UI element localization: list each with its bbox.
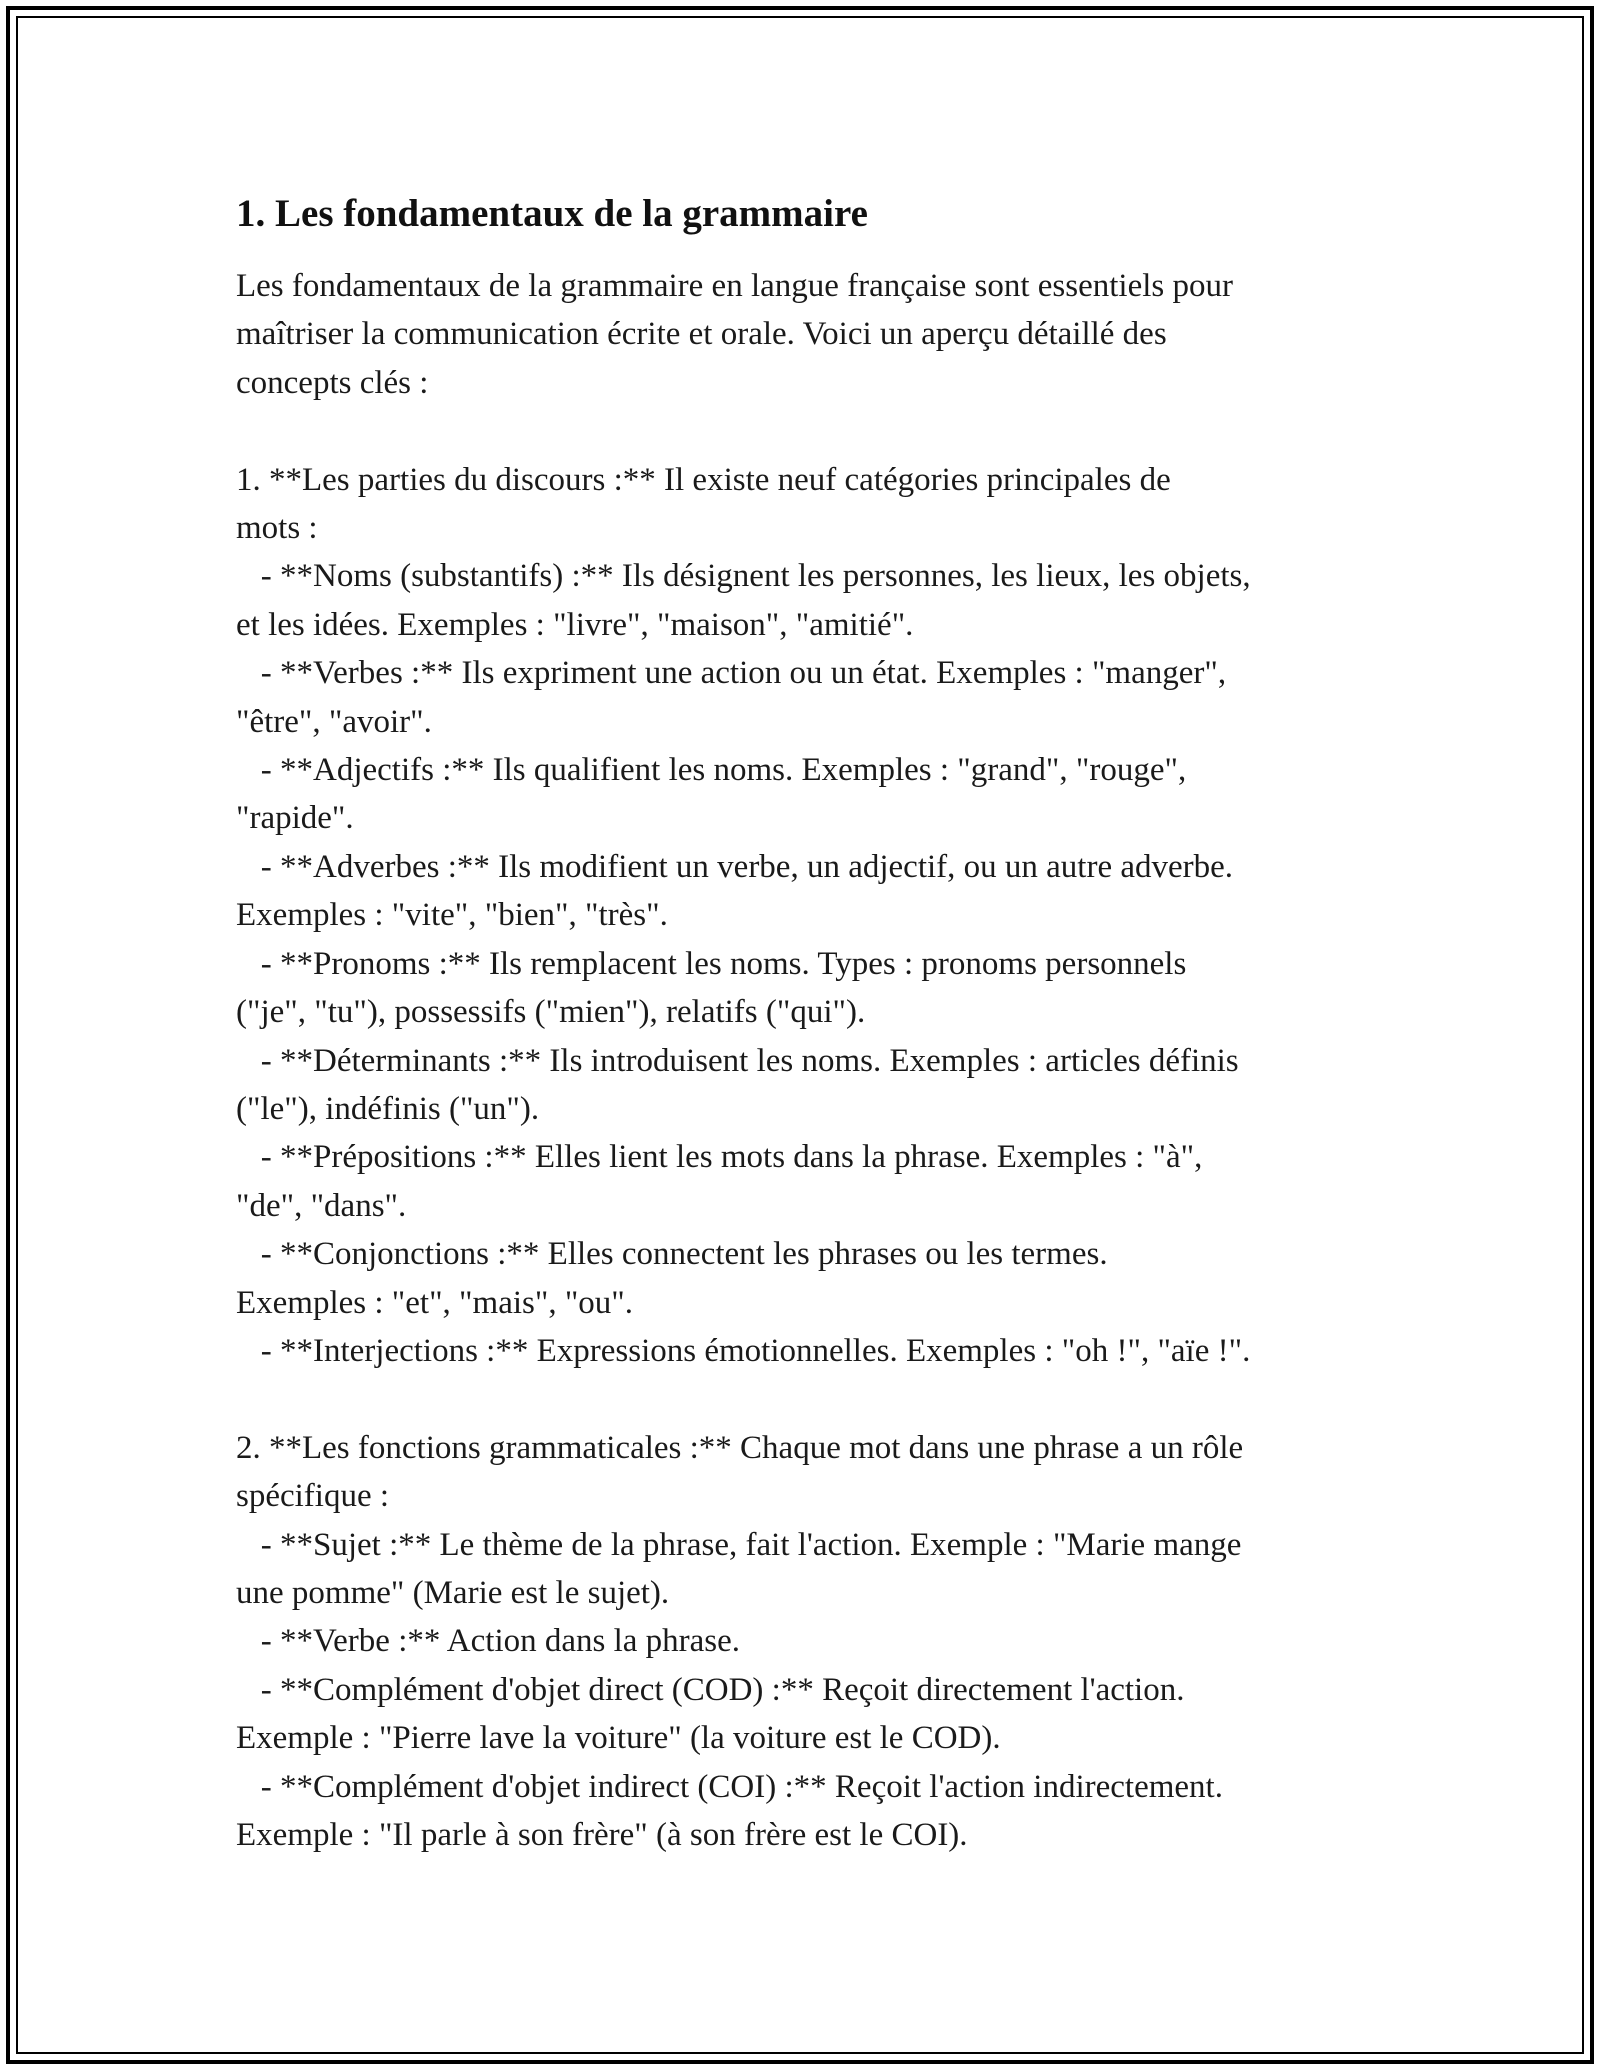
section-heading: 1. Les fondamentaux de la grammaire (236, 192, 868, 235)
document-content (236, 186, 1396, 1859)
section-body-text: Les fondamentaux de la grammaire en langue française sont essentiels pour maîtriser la communication écrite et orale. Voici un aperçu détaillé des concepts clés : 1. **Les parties du discours :** Il existe neuf catégories principales de mots : - **Noms (substantifs) :** Ils désignent les personnes, les lieux, les objets, et les idées. Exemples : "livre", "maison", "amitié". - **Verbes :** Ils expriment une action ou un état. Exemples : "manger", "être", "avoir". - **Adjectifs :** Ils qualifient les noms. Exemples : "grand", "rouge", "rapide". - **Adverbes :** Ils modifient un verbe, un adjectif, ou un autre adverbe. Exemples : "vite", "bien", "très". - **Pronoms :** Ils remplacent les noms. Types : pronoms personnels ("je", "tu"), possessifs ("mien"), relatifs ("qui"). - **Déterminants :** Ils introduisent les noms. Exemples : articles définis ("le"), indéfinis ("un"). - **Prépositions :** Elles lient les mots dans la phrase. Exemples : "à", "de", "dans". - **Conjonctions :** Elles connectent les phrases ou les termes. Exemples : "et", "mais", "ou". - **Interjections :** Expressions émotionnelles. Exemples : "oh !", "aïe !". 2. **Les fonctions grammaticales :** Chaque mot dans une phrase a un rôle spécifique : - **Sujet :** Le thème de la phrase, fait l'action. Exemple : "Marie mange une pomme" (Marie est le sujet). - **Verbe :** Action dans la phrase. - **Complément d'objet direct (COD) :** Reçoit directement l'action. Exemple : "Pierre lave la voiture" (la voiture est le COD). - **Complément d'objet indirect (COI) :** Reçoit l'action indirectement. Exemple : "Il parle à son frère" (à son frère est le COI). (236, 268, 1251, 1853)
